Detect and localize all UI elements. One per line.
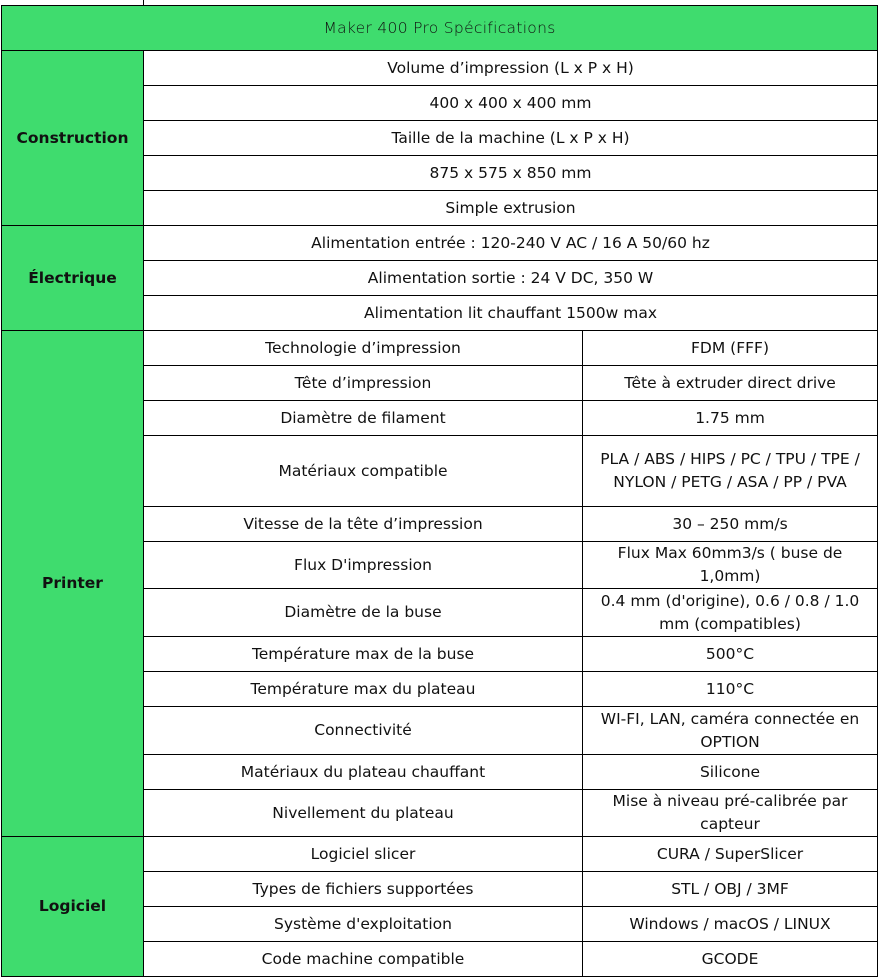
spec-value: GCODE [583, 942, 878, 977]
category-logiciel: Logiciel [2, 837, 144, 977]
spec-key: Diamètre de filament [144, 401, 583, 436]
spec-key: Types de fichiers supportées [144, 872, 583, 907]
spec-cell: Volume d’impression (L x P x H) [144, 51, 878, 86]
spec-value: Mise à niveau pré-calibrée par capteur [583, 790, 878, 837]
spec-cell: Alimentation sortie : 24 V DC, 350 W [144, 261, 878, 296]
spec-value: Tête à extruder direct drive [583, 366, 878, 401]
spec-cell: Alimentation entrée : 120-240 V AC / 16 A 50/60 hz [144, 226, 878, 261]
category-printer: Printer [2, 331, 144, 837]
spec-key: Température max du plateau [144, 672, 583, 707]
spec-key: Connectivité [144, 707, 583, 755]
spec-cell: 400 x 400 x 400 mm [144, 86, 878, 121]
specifications-table [1, 5, 878, 977]
spec-key: Matériaux du plateau chauffant [144, 755, 583, 790]
spec-value: FDM (FFF) [583, 331, 878, 366]
spec-value: Windows / macOS / LINUX [583, 907, 878, 942]
category-electrique: Électrique [2, 226, 144, 331]
spec-value: CURA / SuperSlicer [583, 837, 878, 872]
spec-key: Tête d’impression [144, 366, 583, 401]
spec-key: Température max de la buse [144, 637, 583, 672]
spec-value: 110°C [583, 672, 878, 707]
spec-key: Logiciel slicer [144, 837, 583, 872]
spec-key: Vitesse de la tête d’impression [144, 507, 583, 542]
spec-key: Code machine compatible [144, 942, 583, 977]
spec-key: Technologie d’impression [144, 331, 583, 366]
spec-cell: Taille de la machine (L x P x H) [144, 121, 878, 156]
spec-value: 1.75 mm [583, 401, 878, 436]
spec-key: Flux D'impression [144, 542, 583, 589]
spec-value: WI-FI, LAN, caméra connectée en OPTION [583, 707, 878, 755]
spec-value: STL / OBJ / 3MF [583, 872, 878, 907]
spec-key: Système d'exploitation [144, 907, 583, 942]
category-construction: Construction [2, 51, 144, 226]
spec-cell: Alimentation lit chauffant 1500w max [144, 296, 878, 331]
spec-cell: Simple extrusion [144, 191, 878, 226]
spec-cell: 875 x 575 x 850 mm [144, 156, 878, 191]
spec-value: 0.4 mm (d'origine), 0.6 / 0.8 / 1.0 mm (compatibles) [583, 589, 878, 637]
spec-key: Diamètre de la buse [144, 589, 583, 637]
spec-key: Nivellement du plateau [144, 790, 583, 837]
spec-value: PLA / ABS / HIPS / PC / TPU / TPE / NYLON / PETG / ASA / PP / PVA [583, 436, 878, 507]
spec-value: Silicone [583, 755, 878, 790]
spec-value: Flux Max 60mm3/s ( buse de 1,0mm) [583, 542, 878, 589]
spec-value: 500°C [583, 637, 878, 672]
table-title: Maker 400 Pro Spécifications [2, 6, 878, 51]
spec-key: Matériaux compatible [144, 436, 583, 507]
spec-value: 30 – 250 mm/s [583, 507, 878, 542]
